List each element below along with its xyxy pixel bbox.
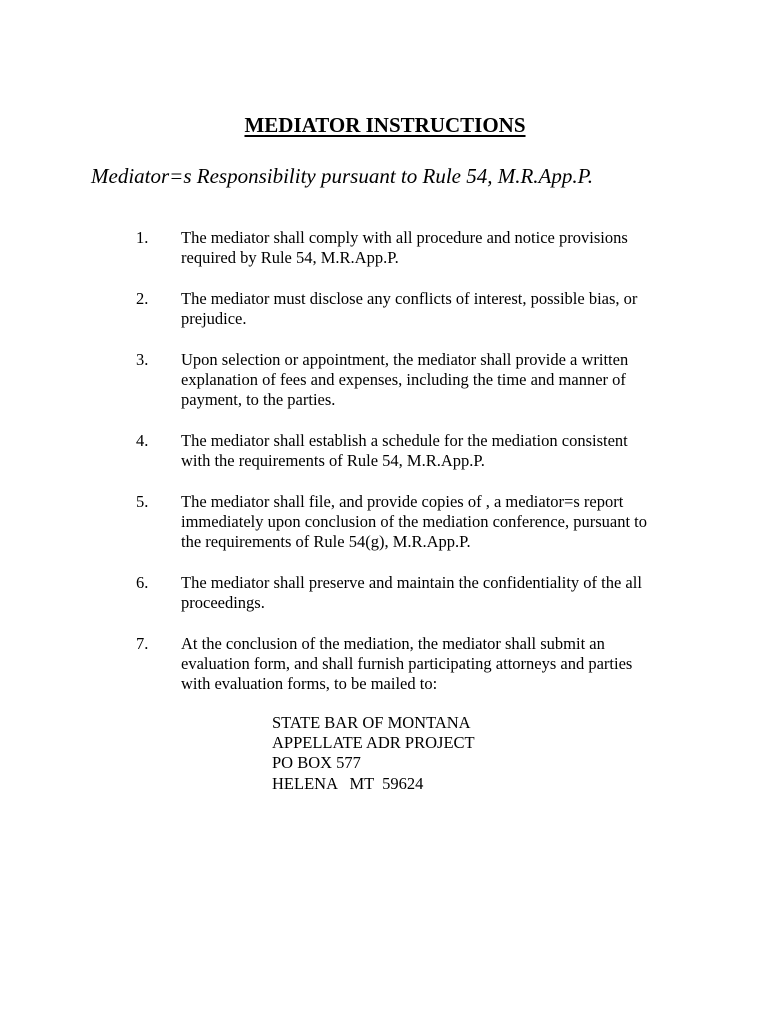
item-line: The mediator shall comply with all procedure and notice provisions [181,228,628,247]
document-subtitle: Mediator=s Responsibility pursuant to Rule 54, M.R.App.P. [91,164,594,188]
item-line: The mediator shall file, and provide copies of , a mediator=s report [181,491,624,511]
item-line: proceedings. [181,593,265,613]
list-item [0,492,770,553]
item-text [181,634,696,695]
item-text [181,573,696,613]
item-number: 3. [136,349,149,369]
item-line: The mediator must disclose any conflicts of interest, possible bias, or [181,288,638,308]
list-item [0,431,770,471]
item-number: 7. [136,633,149,653]
list-item [0,634,770,695]
item-line: explanation of fees and expenses, including the time and manner of [181,370,626,390]
address-line: APPELLATE ADR PROJECT [272,733,475,753]
mailing-address [272,713,475,794]
item-line: payment, to the parties. [181,390,336,410]
item-line: prejudice. [181,309,247,329]
item-line: the requirements of Rule 54(g), M.R.App.P. [181,532,471,552]
list-item [0,350,770,411]
item-line: with the requirements of Rule 54, M.R.App.P. [181,451,485,471]
item-number: 1. [136,228,149,247]
item-line: Upon selection or appointment, the mediator shall provide a written [181,349,629,369]
item-text [181,289,696,329]
item-line: The mediator shall preserve and maintain the confidentiality of the all [181,572,642,592]
item-text [181,228,696,268]
document-title: MEDIATOR INSTRUCTIONS [244,113,526,137]
item-line: immediately upon conclusion of the mediation conference, pursuant to [181,512,647,532]
item-text [181,431,696,471]
item-line: required by Rule 54, M.R.App.P. [181,248,399,268]
item-text [181,492,696,553]
list-item [0,573,770,613]
instruction-list [0,228,770,715]
address-line: PO BOX 577 [272,753,361,773]
list-item [0,228,770,268]
list-item [0,289,770,329]
item-line: At the conclusion of the mediation, the mediator shall submit an [181,633,605,653]
address-line: HELENA MT 59624 [272,773,424,793]
item-number: 5. [136,491,149,511]
item-number: 2. [136,288,149,308]
item-line: evaluation form, and shall furnish participating attorneys and parties [181,654,633,674]
item-number: 6. [136,572,149,592]
item-number: 4. [136,430,149,450]
address-line: STATE BAR OF MONTANA [272,713,471,732]
item-line: with evaluation forms, to be mailed to: [181,674,438,694]
item-text [181,350,696,411]
item-line: The mediator shall establish a schedule for the mediation consistent [181,430,628,450]
